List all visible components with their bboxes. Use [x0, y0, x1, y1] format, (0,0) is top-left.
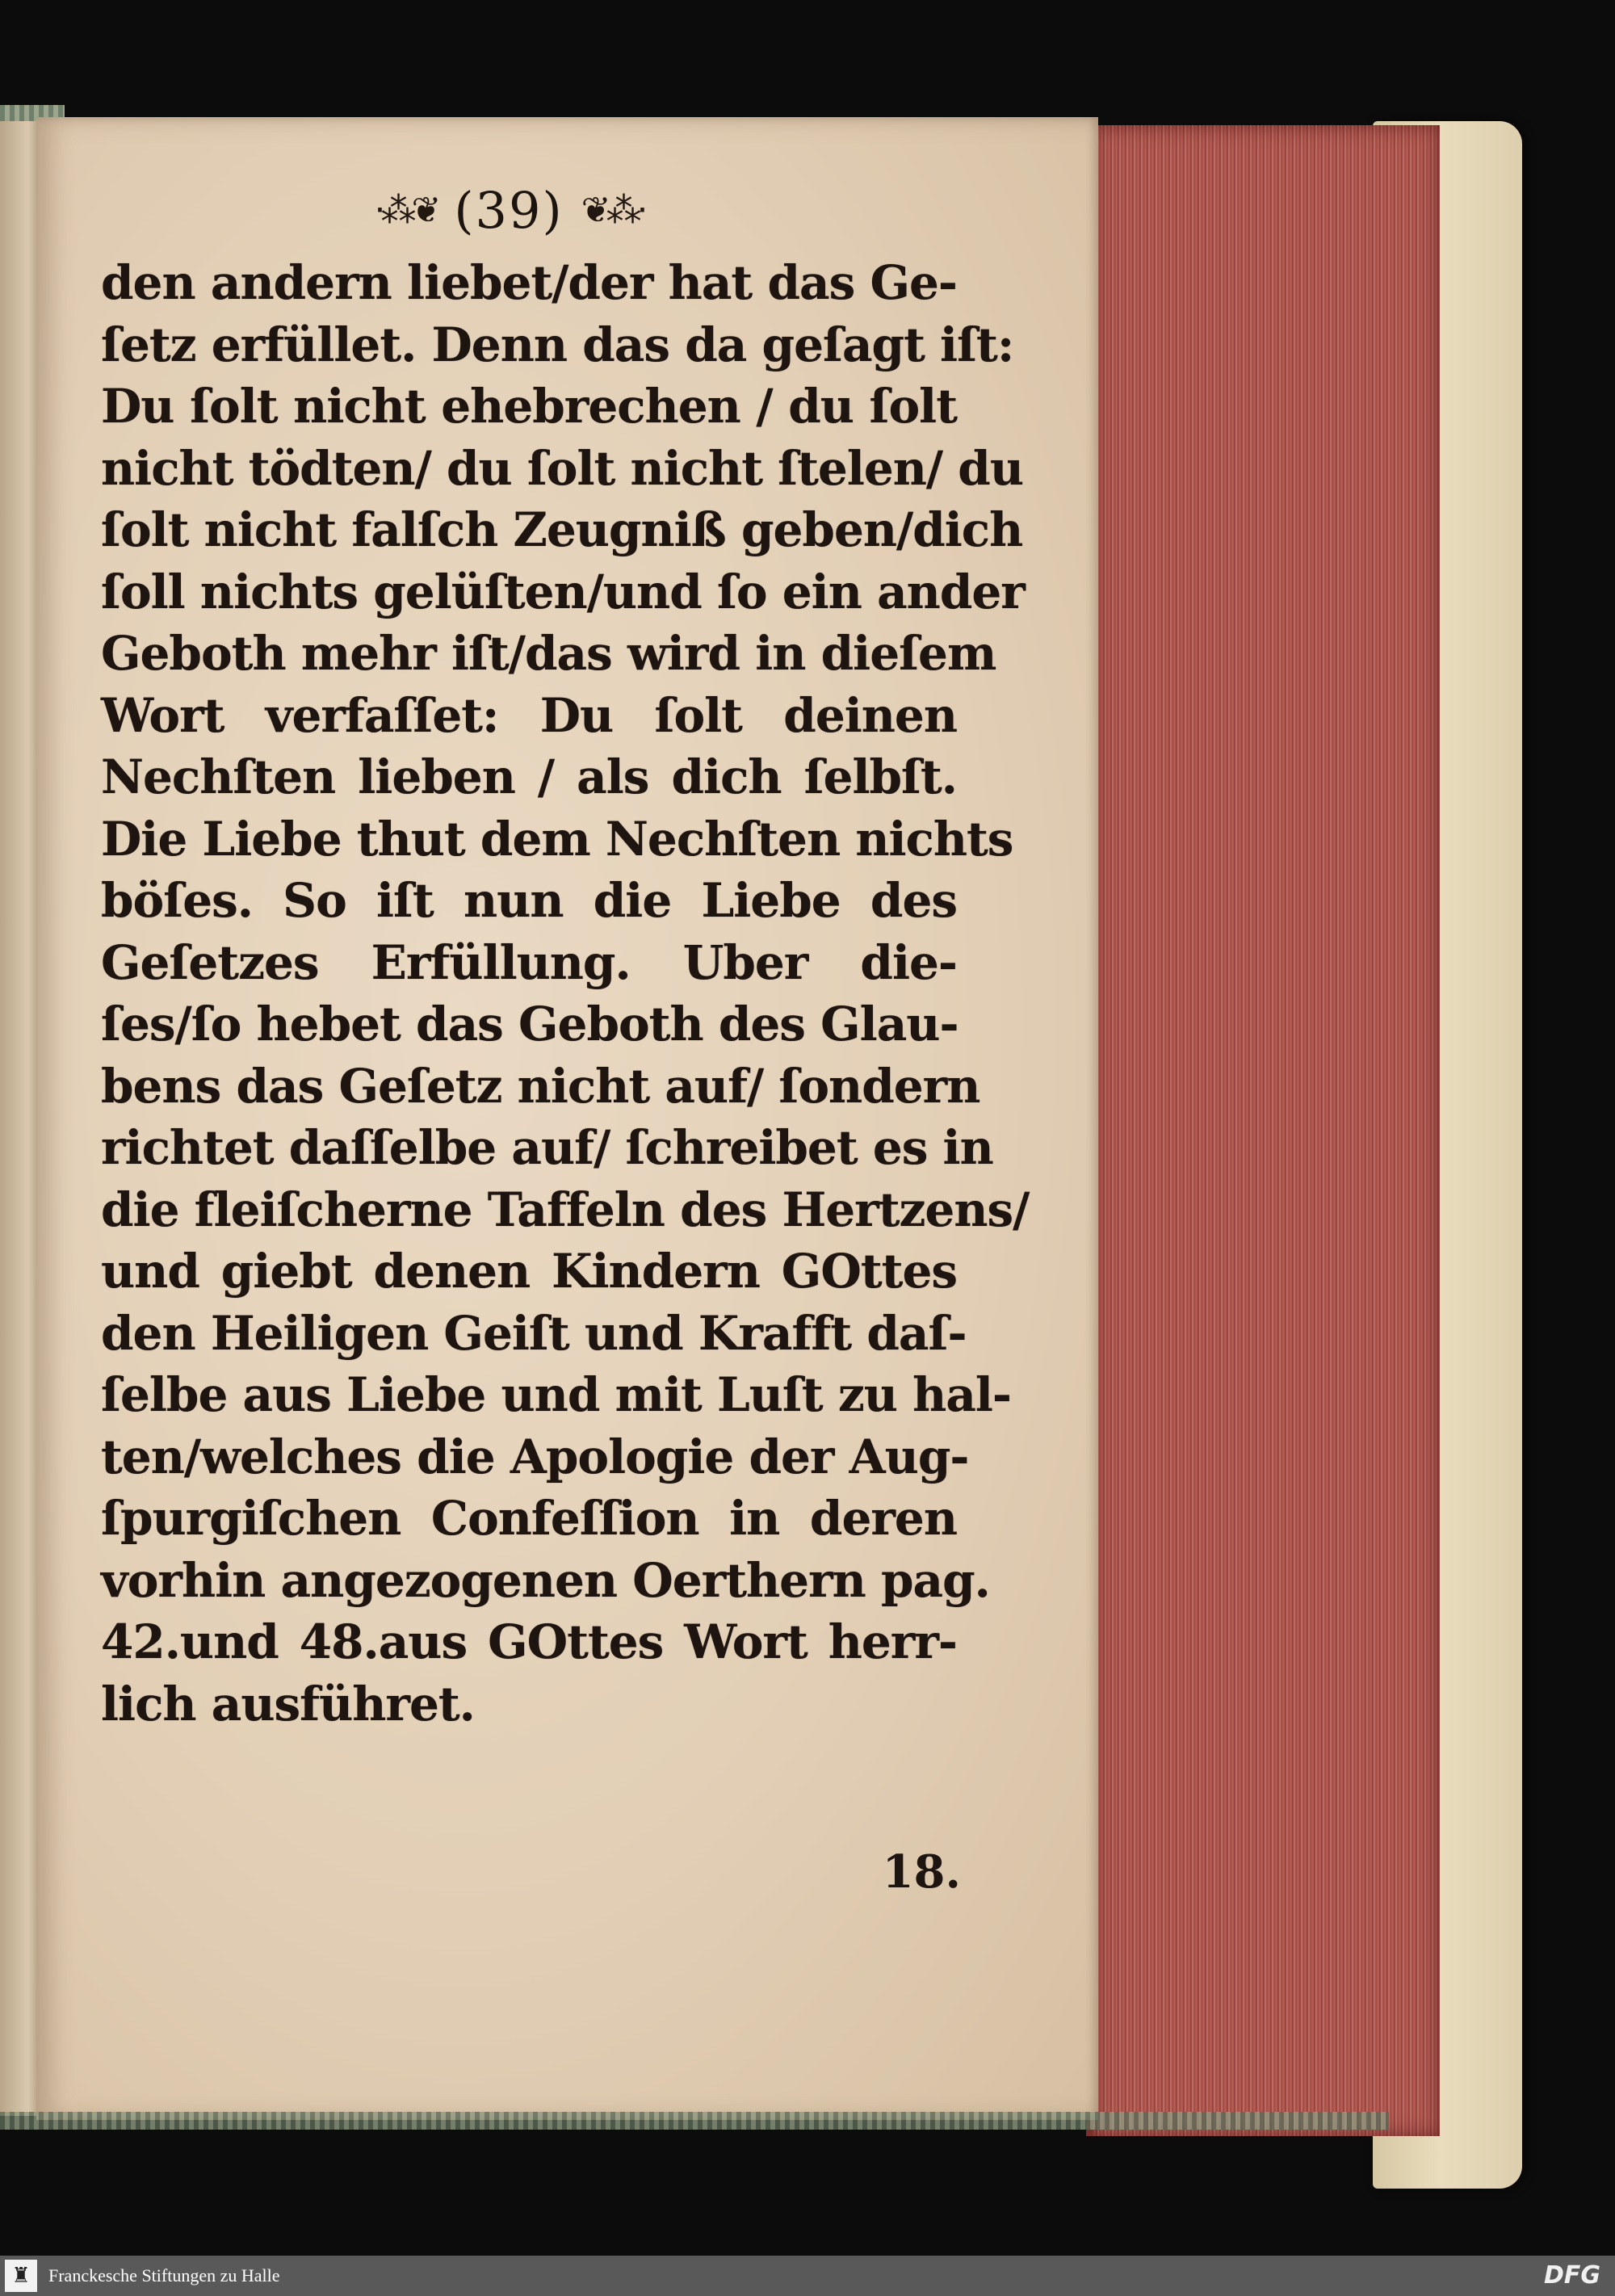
text-line: Wort verfaſſet: Du ſolt deinen [101, 687, 957, 743]
text-line: richtet daſſelbe auf/ ſchreibet es in [101, 1120, 993, 1175]
text-line: den Heiligen Geiſt und Krafft daſ- [101, 1305, 967, 1361]
text-line: die fleiſcherne Taffeln des Hertzens/ [101, 1182, 1030, 1237]
page-header [323, 174, 694, 246]
text-line: ſetz erfüllet. Denn das da geſagt iſt: [101, 317, 1014, 372]
body-text [101, 252, 1030, 1735]
text-line: und giebt denen Kindern GOttes [101, 1244, 957, 1299]
text-line: böſes. So iſt nun die Liebe des [101, 873, 957, 928]
text-line: vorhin angezogenen Oerthern pag. [101, 1552, 990, 1608]
text-line: Die Liebe thut dem Nechſten nichts [101, 811, 1013, 867]
text-line: den andern liebet/der hat das Ge- [101, 255, 957, 310]
right-ornament-icon: ❦⁂· [581, 189, 644, 231]
bottom-band [0, 2112, 1389, 2130]
footer-bar [0, 2256, 1615, 2296]
text-line: 42.und 48.aus GOttes Wort herr- [101, 1614, 957, 1669]
text-line: ſelbe aus Liebe und mit Luſt zu hal- [101, 1367, 1012, 1422]
text-line: bens das Geſetz nicht auf/ ſondern [101, 1058, 980, 1114]
institution-logo-icon[interactable]: ♜ [5, 2260, 37, 2292]
left-ornament-icon: ·⁂❦ [374, 189, 437, 231]
text-line: ſoll nichts gelüſten/und ſo ein ander [101, 564, 1025, 619]
text-line: Nechſten lieben / als dich ſelbſt. [101, 749, 957, 804]
previous-page-edge [0, 121, 40, 2116]
institution-name[interactable]: Franckesche Stiftungen zu Halle [48, 2265, 280, 2286]
text-line: Du ſolt nicht ehebrechen / du ſolt [101, 379, 957, 434]
text-line: nicht tödten/ du ſolt nicht ſtelen/ du [101, 440, 1024, 496]
text-line: ſes/ſo hebet das Geboth des Glau- [101, 997, 959, 1051]
text-line: ſolt nicht falſch Zeugniß geben/dich [101, 502, 1023, 557]
text-line: ten/welches die Apologie der Aug- [101, 1429, 969, 1484]
dfg-logo[interactable]: DFG [1543, 2261, 1600, 2290]
text-line: Geboth mehr iſt/das wird in dieſem [101, 626, 996, 681]
text-line: lich ausführet. [101, 1676, 475, 1731]
catchword: 18. [882, 1845, 961, 1899]
page-edges [1086, 125, 1440, 2136]
text-line: Geſetzes Erfüllung. Uber die- [101, 934, 957, 990]
page-number: (39) [454, 180, 564, 240]
text-line: ſpurgiſchen Confeſſion in deren [101, 1491, 957, 1546]
